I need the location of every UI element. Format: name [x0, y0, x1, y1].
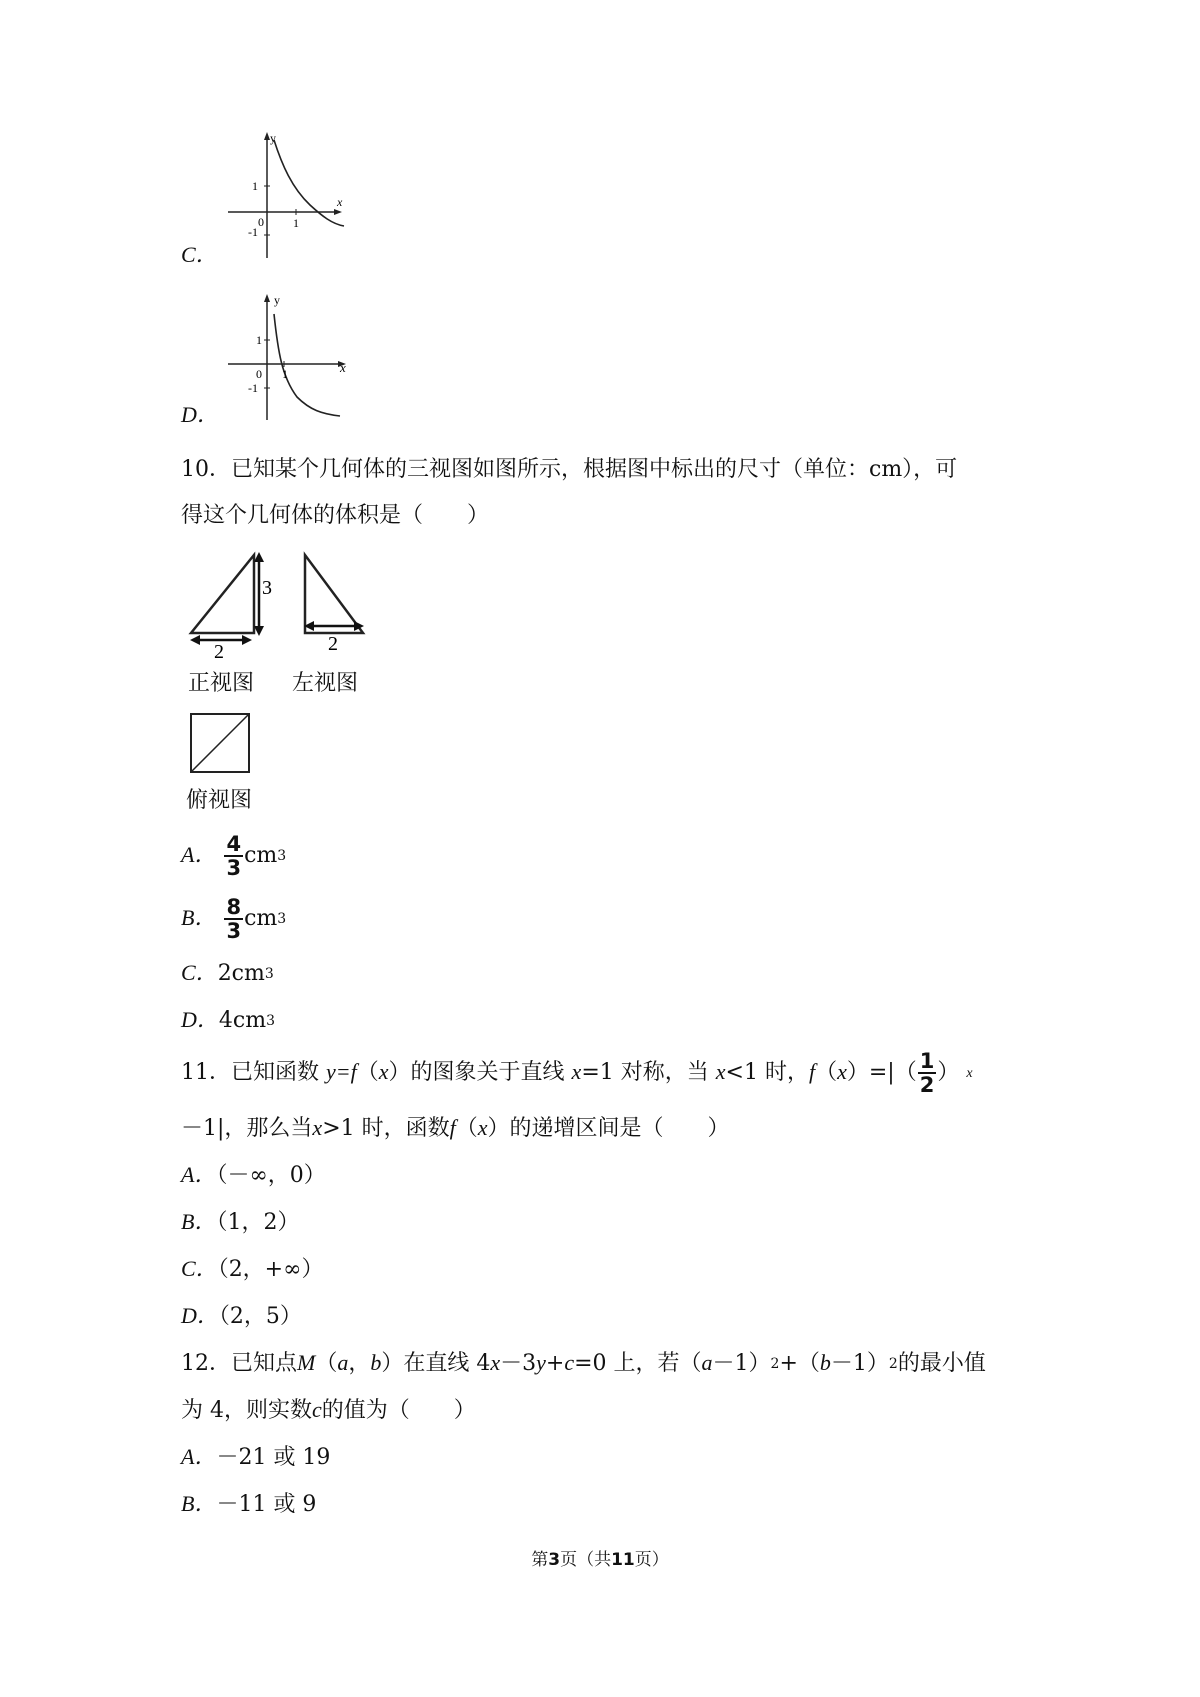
q10-side-width: 2	[328, 633, 338, 655]
q11-option-a: A．（－∞，0）	[181, 1162, 326, 1188]
q9-option-d-label: D．	[181, 402, 219, 427]
q11-option-b: B．（1，2）	[181, 1209, 300, 1235]
q9d-x-label: x	[340, 360, 346, 375]
q12-stem-line2: 为 4，则实数c的值为（ ）	[181, 1397, 476, 1423]
q9-option-d-graph	[222, 292, 352, 422]
q9d-xtick-1: 1	[282, 367, 288, 381]
q11-stem-line1: 11．已知函数 y=f（x）的图象关于直线 x=1 对称，当 x<1 时，f（x）=|（ $\frac{1}{2}$ ） x	[181, 1049, 973, 1097]
q10-front-height: 3	[262, 577, 272, 599]
q12-stem-line1: 12．已知点M（a，b）在直线 4x－3y+c=0 上，若（a－1）2+（b－1）2的最小值	[181, 1350, 986, 1376]
q10-option-b: B． $\frac{8}{3}$ cm3	[181, 895, 287, 943]
q10-front-view	[188, 548, 274, 660]
q12-option-a: A．－21 或 19	[181, 1444, 331, 1470]
q10-front-caption: 正视图	[188, 671, 255, 696]
q9c-tick-neg1: -1	[248, 225, 258, 239]
q11-fraction-half: $\frac{1}{2}$	[919, 1049, 935, 1097]
current-page-number: 3	[548, 1550, 561, 1570]
q10-front-width: 2	[214, 641, 224, 660]
q9c-tick-1: 1	[252, 179, 258, 193]
q9c-xtick-1: 1	[293, 216, 299, 230]
q10-top-view	[189, 712, 253, 776]
q9d-tick-neg1: -1	[248, 381, 258, 395]
q11-stem-line2: －1|，那么当x>1 时，函数f（x）的递增区间是（ ）	[181, 1115, 730, 1141]
q9c-origin: 0	[258, 215, 264, 229]
q9d-y-label: y	[274, 293, 280, 307]
q11-option-c: C．（2，+∞）	[181, 1256, 324, 1282]
q10-option-a-fraction: $\frac{4}{3}$	[226, 832, 242, 880]
q9d-tick-1: 1	[256, 333, 262, 347]
q10-stem-line2: 得这个几何体的体积是（ ）	[181, 503, 490, 528]
q10-side-caption: 左视图	[292, 671, 359, 696]
q10-stem-line1: 10．已知某个几何体的三视图如图所示，根据图中标出的尺寸（单位：cm），可	[181, 457, 958, 482]
q9-option-c-graph	[222, 130, 352, 260]
q10-option-d: D．4cm3	[181, 1007, 275, 1033]
page-footer: 第3页（共11页）	[531, 1550, 669, 1570]
q12-option-b: B．－11 或 9	[181, 1491, 317, 1517]
q10-option-c: C．2cm3	[181, 960, 274, 986]
q10-side-view	[300, 548, 370, 660]
q11-option-d: D．（2，5）	[181, 1303, 302, 1329]
q10-top-caption: 俯视图	[186, 788, 253, 813]
q9d-origin: 0	[256, 367, 262, 381]
q10-option-b-fraction: $\frac{8}{3}$	[226, 895, 242, 943]
q9-option-c-label: C．	[181, 242, 218, 267]
q9c-y-label: y	[270, 131, 276, 145]
q9c-x-label: x	[337, 195, 343, 209]
total-page-number: 11	[611, 1550, 635, 1570]
q10-option-a: A． $\frac{4}{3}$ cm3	[181, 832, 287, 880]
